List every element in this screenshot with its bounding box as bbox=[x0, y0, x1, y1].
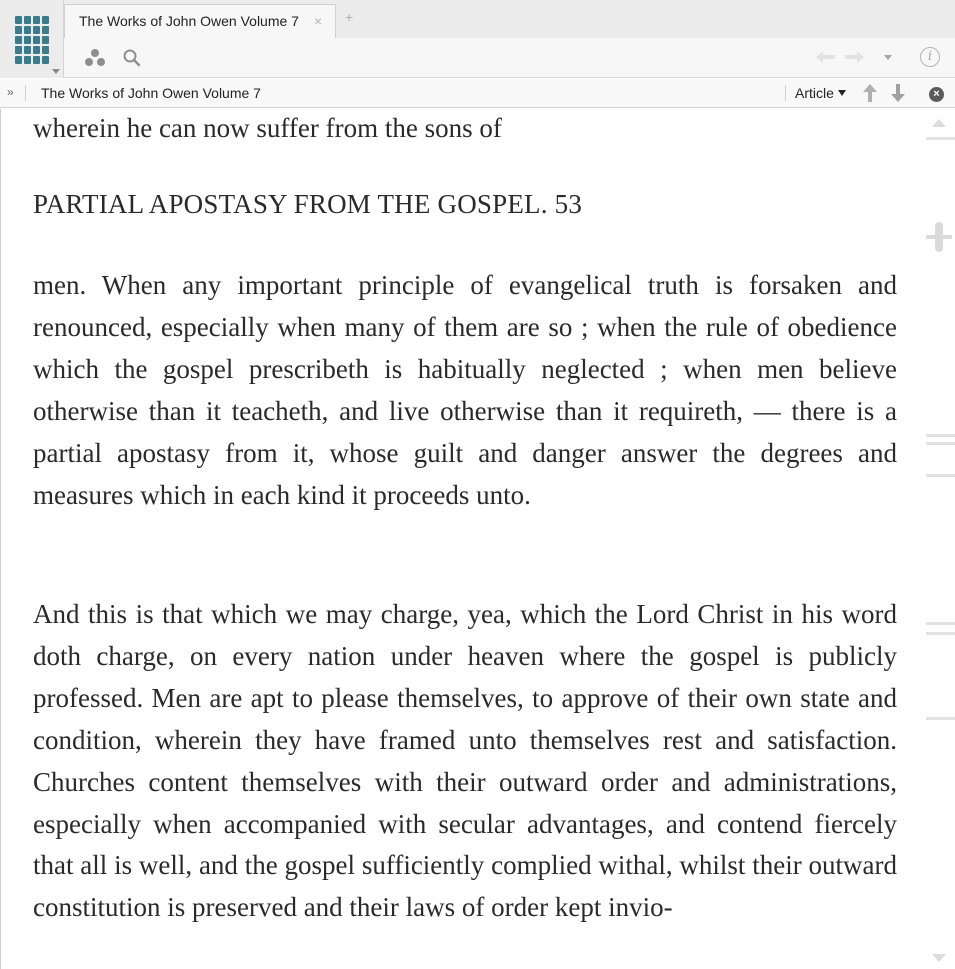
previous-article-icon[interactable] bbox=[863, 84, 877, 102]
rail-marker bbox=[926, 434, 955, 437]
new-tab-icon[interactable]: + bbox=[345, 9, 354, 25]
close-panel-icon[interactable]: × bbox=[929, 87, 944, 102]
library-menu-button[interactable] bbox=[0, 0, 64, 78]
info-icon[interactable]: i bbox=[920, 47, 940, 67]
rail-marker bbox=[926, 717, 955, 720]
library-grid-icon bbox=[15, 16, 51, 64]
back-arrow-icon[interactable] bbox=[816, 51, 836, 63]
article-dropdown[interactable] bbox=[795, 85, 846, 101]
paragraph: men. When any important principle of evangelical truth is forsaken and renounced, especially when many of them are so ; when the rule of obedience which the gospel prescribeth is habitually neglected ; when men believe otherwise than it teacheth, and live otherwise than it requireth, — there is a partial apostasy from it, whose guilt and danger answer the degrees and measures which in each kind it proceeds unto. bbox=[33, 270, 897, 510]
reading-pane[interactable] bbox=[0, 109, 922, 969]
paragraph: And this is that which we may charge, yea, which the Lord Christ in his word doth charge, on every nation under heaven where the gospel is publicly professed. Men are apt to please themselves, to approve of their own state and condition, wherein they have framed unto themselves rest and satisfaction. Churches content themselves with their outward order and administrations, especially when accompanied with secular advantages, and contend fiercely that all is well, and the gospel sufficiently complied withal, whilst their outward constitution is preserved and their laws of order kept invio- bbox=[33, 599, 897, 923]
resource-toolbar bbox=[64, 38, 955, 78]
caret-down-icon bbox=[838, 90, 846, 96]
rail-marker bbox=[926, 137, 955, 140]
library-caret-icon bbox=[52, 69, 60, 74]
collapse-chevron-icon[interactable]: » bbox=[7, 85, 14, 99]
resource-navbar bbox=[0, 79, 955, 108]
tab-close-icon[interactable]: × bbox=[314, 13, 323, 29]
text-line: wherein he can now suffer from the sons of bbox=[33, 113, 502, 143]
rail-marker bbox=[926, 622, 955, 625]
scroll-down-icon[interactable] bbox=[932, 954, 946, 962]
resource-title[interactable]: The Works of John Owen Volume 7 bbox=[41, 85, 261, 101]
tab-title: The Works of John Owen Volume 7 bbox=[79, 13, 299, 29]
forward-arrow-icon[interactable] bbox=[844, 51, 864, 63]
scroll-up-icon[interactable] bbox=[932, 119, 946, 127]
rail-marker bbox=[926, 442, 955, 445]
document-tab[interactable] bbox=[64, 4, 336, 38]
rail-marker bbox=[926, 632, 955, 635]
panel-menu-icon[interactable] bbox=[84, 47, 106, 69]
scroll-rail[interactable] bbox=[922, 109, 955, 969]
running-head: PARTIAL APOSTASY FROM THE GOSPEL. 53 bbox=[33, 189, 583, 219]
next-article-icon[interactable] bbox=[891, 84, 905, 102]
divider bbox=[25, 85, 26, 101]
rail-marker bbox=[926, 474, 955, 477]
history-dropdown-icon[interactable] bbox=[884, 55, 892, 60]
scroll-thumb-bar bbox=[926, 235, 952, 239]
article-label: Article bbox=[795, 85, 834, 101]
divider bbox=[785, 85, 786, 101]
search-icon[interactable] bbox=[122, 48, 142, 68]
